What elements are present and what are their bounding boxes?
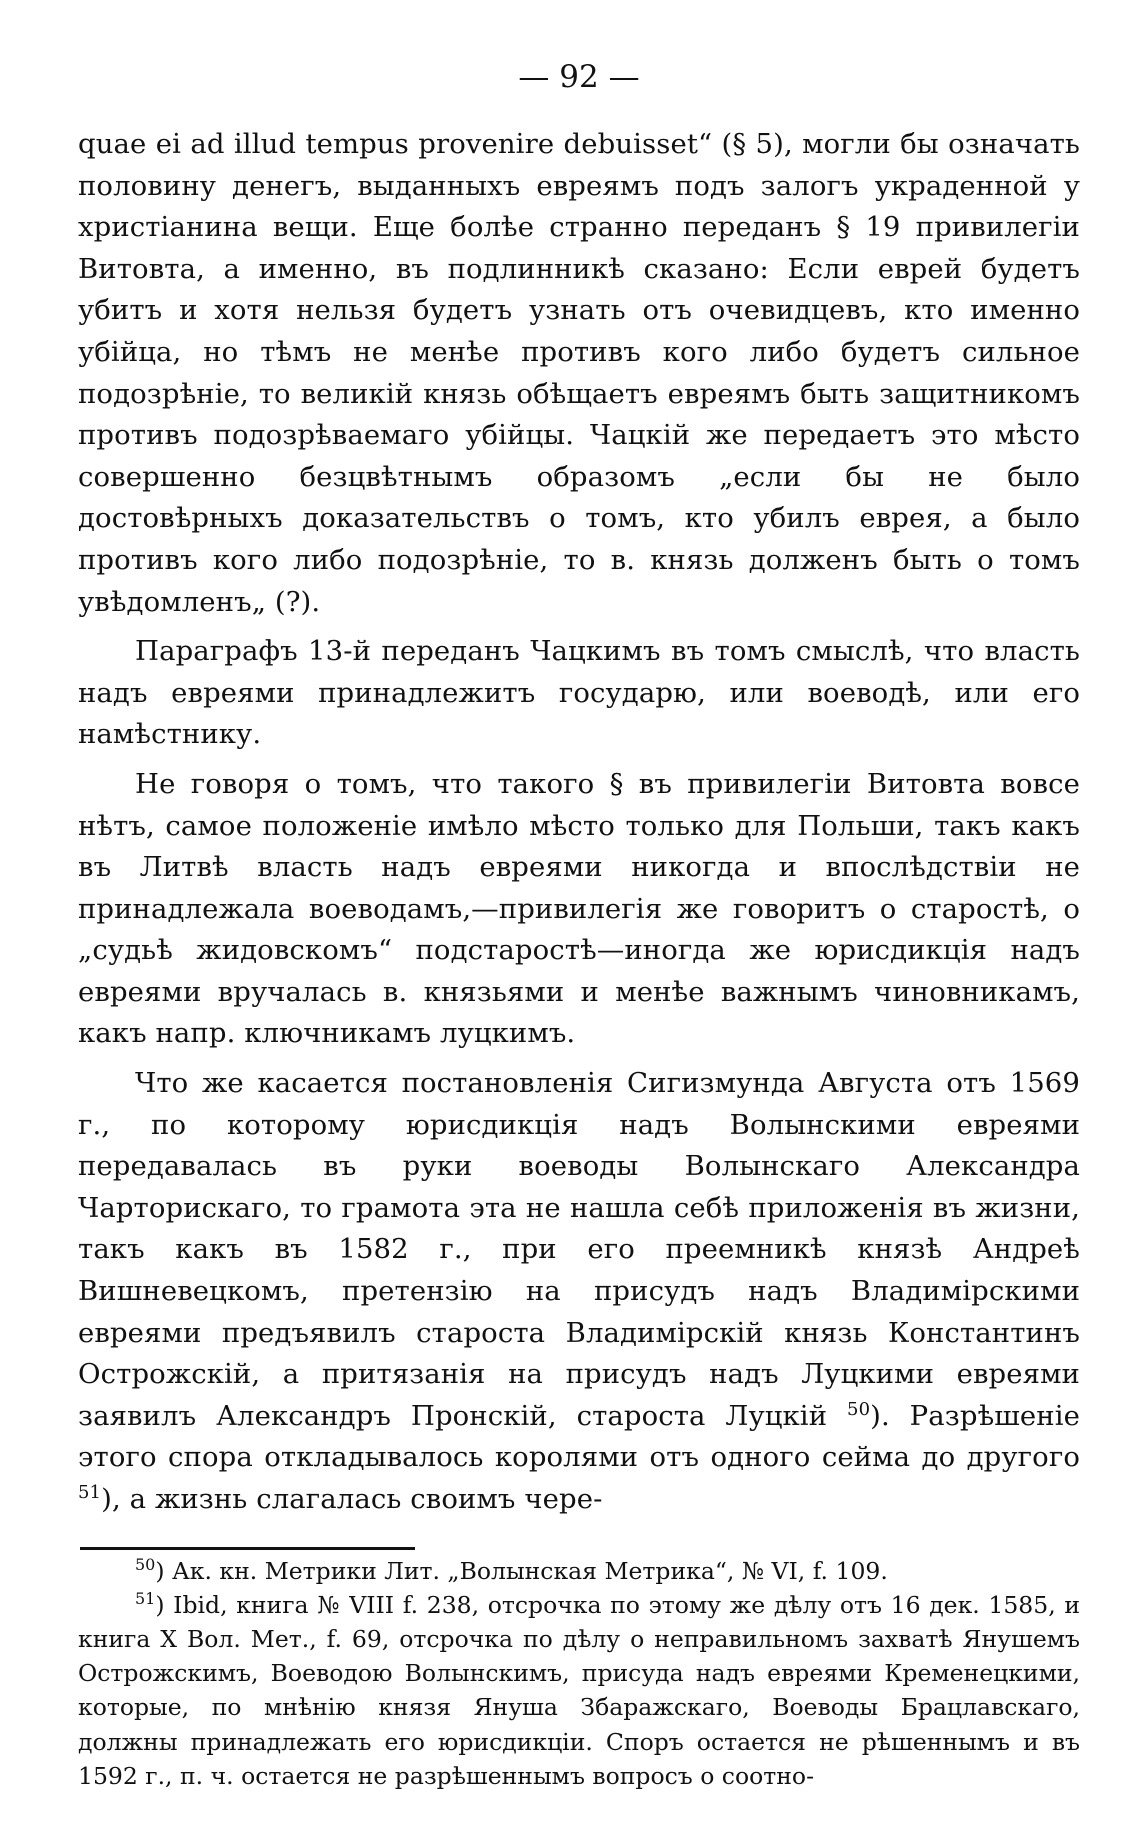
footnote-mark-50: 50	[135, 1554, 156, 1574]
paragraph-1: quae ei ad illud tempus provenire debuisset“ (§ 5), могли бы означать половину денегъ, выданныхъ евреямъ подъ залогъ украденной у христіанина вещи. Еще болѣе странно переданъ § 19 привилегіи Витовта, а именно, въ подлинникѣ сказано: Если еврей будетъ убитъ и хотя нельзя будетъ узнать отъ очевидцевъ, кто именно убійца, но тѣмъ не менѣе противъ кого либо будетъ сильное подозрѣніе, то великій князь обѣщаетъ евреямъ быть защитникомъ противъ подозрѣваемаго убійцы. Чацкій же передаетъ это мѣсто совершенно безцвѣтнымъ образомъ „если бы не было достовѣрныхъ доказательствъ о томъ, кто убилъ еврея, а было противъ кого либо подозрѣніе, то в. князь долженъ быть о томъ увѣдомленъ„ (?).	[78, 128, 1080, 618]
footnote-mark-51: 51	[135, 1588, 156, 1608]
paragraph-4-part-1: Что же касается постановленія Сигизмунда Августа отъ 1569 г., по которому юрисдикція надъ Волынскими евреями передавалась въ руки воеводы Волынскаго Александра Чарторискаго, то грамота эта не нашла себѣ приложенія въ жизни, такъ какъ въ 1582 г., при его преемникѣ князѣ Андреѣ Вишневецкомъ, претензію на присудъ надъ Владимірскими евреями предъявилъ староста Владимірскій князь Константинъ Острожскій, а притязанія на присудъ надъ Луцкими евреями заявилъ Александръ Пронскій, староста Луцкій	[78, 1067, 1080, 1432]
paragraph-4	[78, 1063, 1080, 1521]
footnote-ref-51: 51	[78, 1481, 102, 1503]
book-page	[78, 52, 1080, 1793]
footnotes	[78, 1554, 1080, 1793]
main-text	[78, 124, 1080, 1521]
footnote-51	[78, 1588, 1080, 1793]
paragraph-2: Параграфъ 13-й переданъ Чацкимъ въ томъ смыслѣ, что власть надъ евреями принадлежитъ государю, или воеводѣ, или его намѣстнику.	[78, 635, 1080, 751]
footnote-ref-50: 50	[847, 1398, 871, 1420]
paragraph-3: Не говоря о томъ, что такого § въ привилегіи Витовта вовсе нѣтъ, самое положеніе имѣло мѣсто только для Польши, такъ какъ въ Литвѣ власть надъ евреями никогда и впослѣдствіи не принадлежала воеводамъ,—привилегія же говоритъ о старостѣ, о „судьѣ жидовскомъ“ подстаростѣ—иногда же юрисдикція надъ евреями вручалась в. князьями и менѣе важнымъ чиновникамъ, какъ напр. ключникамъ луцкимъ.	[78, 767, 1080, 1050]
footnote-divider	[80, 1547, 415, 1550]
page-number: — 92 —	[518, 59, 640, 95]
paragraph-4-part-2: ). Разрѣшеніе этого спора откладывалось королями отъ одного сейма до другого	[78, 1399, 1080, 1474]
paragraph-4-part-3: ), а жизнь слагалась своимъ чере-	[101, 1483, 603, 1515]
footnote-50-text: ) Ак. кн. Метрики Лит. „Волынская Метрика“, № VI, f. 109.	[155, 1556, 888, 1585]
footnote-51-text: ) Ibid, книга № VIII f. 238, отсрочка по этому же дѣлу отъ 16 дек. 1585, и книга X Вол. Мет., f. 69, отсрочка по дѣлу о неправильномъ захватѣ Янушемъ Острожскимъ, Воеводою Волынскимъ, присуда надъ евреями Кременецкими, которые, по мнѣнію князя Януша Збаражскаго, Воеводы Брацлавскаго, должны принадлежать его юрисдикціи. Споръ остается не рѣшеннымъ и въ 1592 г., п. ч. остается не разрѣшеннымъ вопросъ о соотно-	[78, 1590, 1080, 1790]
footnote-50	[78, 1554, 1080, 1588]
